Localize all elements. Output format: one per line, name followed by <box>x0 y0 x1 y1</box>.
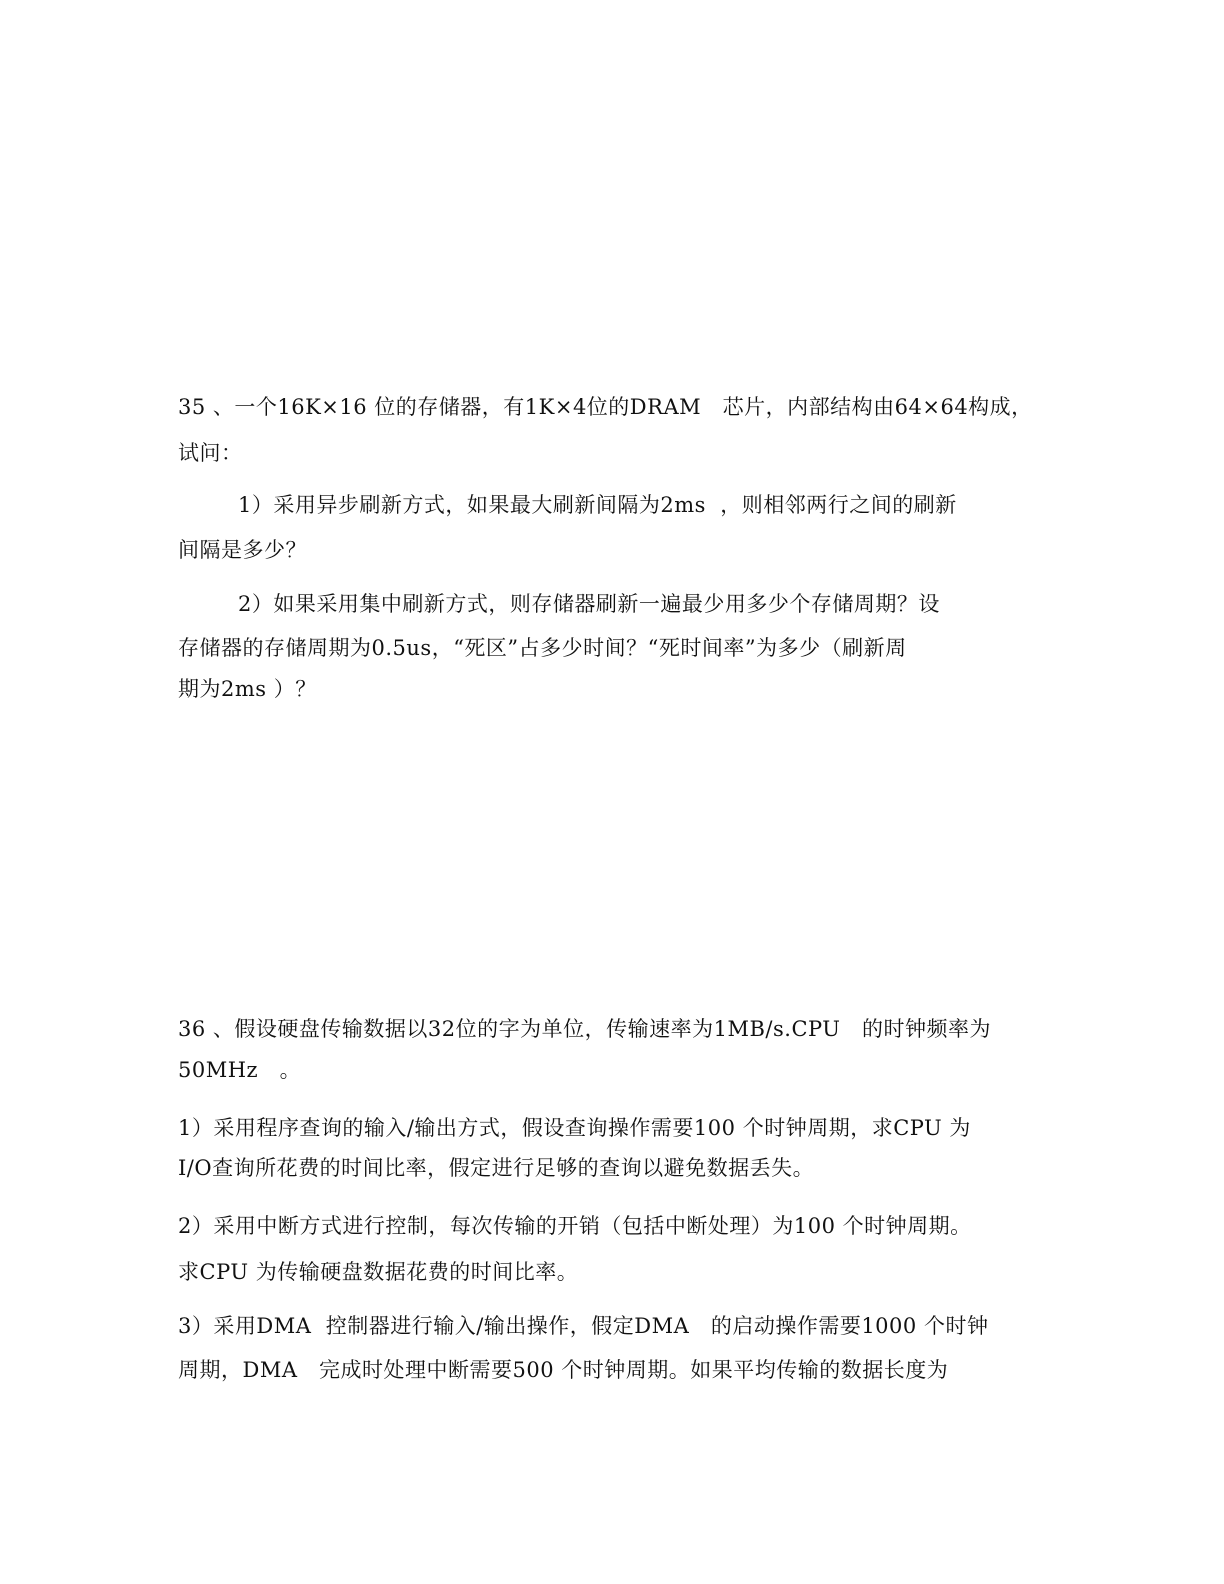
q35-sub1-line-2: 间隔是多少？ <box>178 538 307 562</box>
q36-sub3-line-1: 3）采用DMA 控制器进行输入/输出操作，假定DMA 的启动操作需要1000 个时钟 <box>178 1314 989 1338</box>
q35-sub2-line-2: 存储器的存储周期为0.5us，“死区”占多少时间？“死时间率”为多少（刷新周 <box>178 636 907 660</box>
q36-sub1-line-1: 1）采用程序查询的输入/输出方式，假设查询操作需要100 个时钟周期，求CPU 为 <box>178 1116 971 1140</box>
q35-sub2-line-1: 2）如果采用集中刷新方式，则存储器刷新一遍最少用多少个存储周期？设 <box>238 592 940 616</box>
q36-sub3-line-2: 周期，DMA 完成时处理中断需要500 个时钟周期。如果平均传输的数据长度为 <box>178 1358 949 1382</box>
q36-sub2-line-2: 求CPU 为传输硬盘数据花费的时间比率。 <box>178 1260 579 1284</box>
q36-line-2: 50MHz 。 <box>178 1058 302 1082</box>
q36-line-1: 36 、假设硬盘传输数据以32位的字为单位，传输速率为1MB/s.CPU 的时钟频率为 <box>178 1017 991 1041</box>
q35-sub2-line-3: 期为2ms ）？ <box>178 677 317 701</box>
q35-line-1: 35 、一个16K×16 位的存储器，有1K×4位的DRAM 芯片，内部结构由64×64构成， <box>178 395 1033 419</box>
q35-line-2: 试问： <box>178 441 243 465</box>
q35-sub1-line-1: 1）采用异步刷新方式，如果最大刷新间隔为2ms ，则相邻两行之间的刷新 <box>238 493 957 517</box>
q36-sub1-line-2: I/O查询所花费的时间比率，假定进行足够的查询以避免数据丢失。 <box>178 1156 815 1180</box>
q36-sub2-line-1: 2）采用中断方式进行控制，每次传输的开销（包括中断处理）为100 个时钟周期。 <box>178 1214 972 1238</box>
